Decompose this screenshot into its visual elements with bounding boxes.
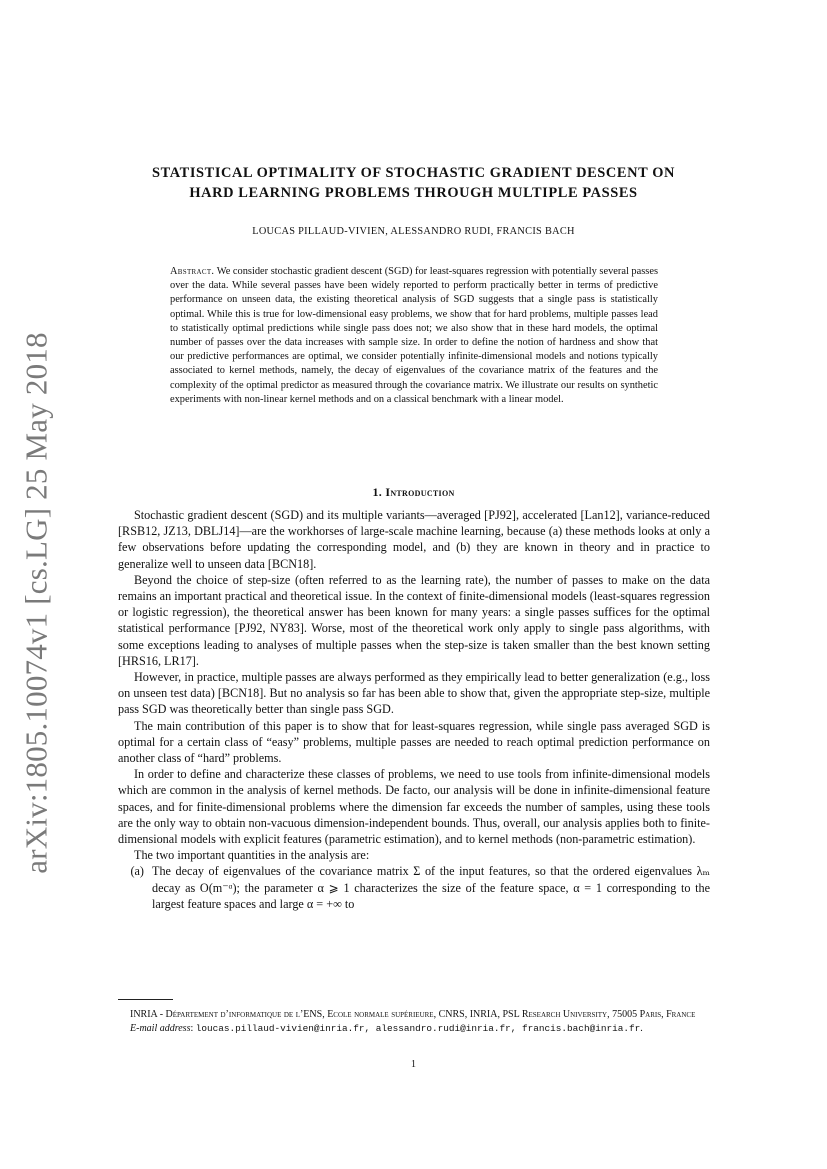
email-label: E-mail address	[130, 1022, 191, 1034]
paragraph: Beyond the choice of step-size (often referred to as the learning rate), the number of passes to make on the data remains an important practical and theoretical issue. In the context of finite-dimensional models (least-squares regression or logistic regression), the theoretical answer has been known for many years: a single passes suffices for the optimal statistical performance [PJ92, NY83]. Worse, most of the theoretical work only apply to single pass algorithms, with some exceptions leading to analyses of multiple passes when the step-size is taken smaller than the best known setting [HRS16, LR17].	[118, 572, 710, 668]
author-list: LOUCAS PILLAUD-VIVIEN, ALESSANDRO RUDI, FRANCIS BACH	[252, 226, 575, 237]
title-line-2: HARD LEARNING PROBLEMS THROUGH MULTIPLE PASSES	[189, 185, 638, 201]
introduction-body	[118, 507, 710, 912]
affiliation: INRIA - Département d’informatique de l’ENS, Ecole normale supérieure, CNRS, INRIA, PSL Research University, 75005 Paris, France	[130, 1009, 696, 1020]
email-addresses: loucas.pillaud-vivien@inria.fr, alessandro.rudi@inria.fr, francis.bach@inria.fr	[195, 1022, 641, 1034]
paper-title	[110, 163, 717, 203]
paragraph: The main contribution of this paper is to show that for least-squares regression, while single pass averaged SGD is optimal for a certain class of “easy” problems, multiple passes are needed to reach optimal prediction performance on another class of “hard” problems.	[118, 718, 710, 766]
paragraph: However, in practice, multiple passes are always performed as they empirically lead to better generalization (e.g., loss on unseen test data) [BCN18]. But no analysis so far has been able to show that, given the appropriate step-size, multiple pass SGD was theoretically better than single pass SGD.	[118, 670, 710, 717]
abstract-text: We consider stochastic gradient descent (SGD) for least-squares regression with potentially several passes over the data. While several passes have been widely reported to perform practically better in terms of predictive performance on unseen data, the existing theoretical analysis of SGD suggests that a single pass is statistically optimal. While this is true for low-dimensional easy problems, we show that for hard problems, multiple passes lead to statistically optimal predictions while single pass does not; we also show that in these hard models, the optimal number of passes over the data increases with sample size. In order to define the notion of hardness and show that our predictive performances are optimal, we consider potentially infinite-dimensional models and notions typically associated to kernel methods, namely, the decay of eigenvalues of the covariance matrix of the features and the complexity of the optimal predictor as measured through the covariance matrix. We illustrate our results on synthetic experiments with non-linear kernel methods and on a classical benchmark with a linear model.	[170, 266, 658, 405]
title-line-1: STATISTICAL OPTIMALITY OF STOCHASTIC GRADIENT DESCENT ON	[151, 165, 675, 181]
page-number: 1	[411, 1059, 416, 1070]
list-item-text: The decay of eigenvalues of the covariance matrix Σ of the input features, so that the ordered eigenvalues λₘ decay as O(m⁻ᵅ); the parameter α ⩾ 1 characterizes the size of the feature space, α = 1 corresponding to the largest feature spaces and large α = +∞ to	[152, 864, 710, 911]
section-title: Introduction	[385, 485, 455, 499]
section-heading	[110, 485, 717, 500]
paragraph: In order to define and characterize these classes of problems, we need to use tools from infinite-dimensional models which are common in the analysis of kernel methods. De facto, our analysis will be done in infinite-dimensional feature spaces, and for finite-dimensional problems where the dimension far exceeds the number of samples, using these tools are the only way to obtain non-vacuous dimension-independent bounds. Thus, overall, our analysis applies both to finite-dimensional models with explicit features (parametric estimation), and to kernel methods (non-parametric estimation).	[118, 767, 710, 847]
footnote-rule	[118, 999, 173, 1000]
arxiv-identifier-stamp	[12, 332, 62, 874]
paragraph: The two important quantities in the analysis are:	[134, 848, 370, 863]
paragraph: Stochastic gradient descent (SGD) and its multiple variants—averaged [PJ92], accelerated [Lan12], variance-reduced [RSB12, JZ13, DBLJ14]—are the workhorses of large-scale machine learning, because (a) these methods looks at only a few observations before updating the corresponding model, and (b) they are known in theory and in practice to generalize well to unseen data [BCN18].	[118, 508, 710, 571]
abstract	[170, 265, 658, 407]
list-item	[118, 863, 710, 912]
email-line: E-mail address: loucas.pillaud-vivien@inria.fr, alessandro.rudi@inria.fr, francis.bach@inria.fr.	[130, 1022, 643, 1034]
footnote	[118, 1008, 710, 1035]
abstract-label: Abstract.	[170, 266, 215, 277]
section-number: 1.	[372, 485, 383, 499]
list-item-label: (a)	[130, 864, 144, 879]
arxiv-identifier-text: arXiv:1805.10074v1 [cs.LG] 25 May 2018	[19, 332, 55, 874]
